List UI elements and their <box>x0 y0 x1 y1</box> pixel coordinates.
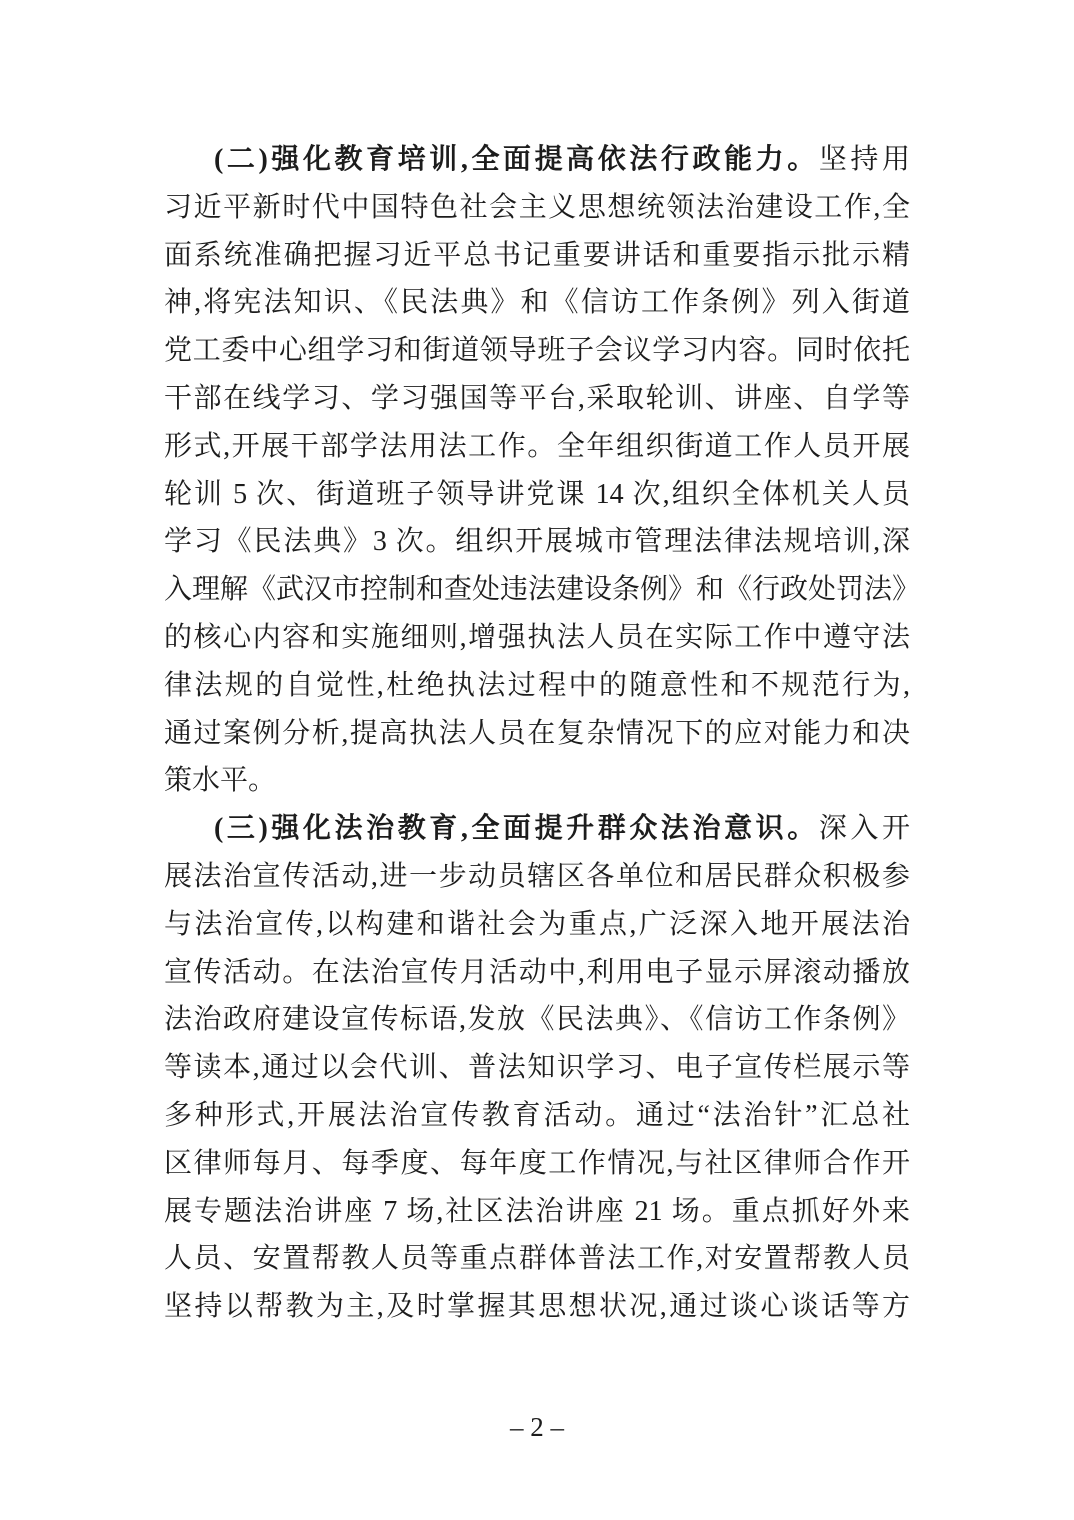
text-run: 深入开 <box>818 813 910 845</box>
text-line: 神,将宪法知识、《民法典》和《信访工作条例》列入街道 <box>164 287 910 319</box>
text-line: 学习《民法典》3 次。组织开展城市管理法律法规培训,深 <box>164 526 910 558</box>
text-line: 律法规的自觉性,杜绝执法过程中的随意性和不规范行为, <box>164 669 910 701</box>
text-line: 宣传活动。在法治宣传月活动中,利用电子显示屏滚动播放 <box>164 956 910 988</box>
text-line: 形式,开展干部学法用法工作。全年组织街道工作人员开展 <box>164 430 910 462</box>
text-line: 法治政府建设宣传标语,发放《民法典》、《信访工作条例》 <box>164 1004 910 1036</box>
text-line <box>164 136 910 184</box>
text-line: 习近平新时代中国特色社会主义思想统领法治建设工作,全 <box>164 191 910 223</box>
text-line: 等读本,通过以会代训、普法知识学习、电子宣传栏展示等 <box>164 1052 910 1084</box>
text-line: 党工委中心组学习和街道领导班子会议学习内容。同时依托 <box>164 335 910 367</box>
text-line: 坚持以帮教为主,及时掌握其思想状况,通过谈心谈话等方 <box>164 1291 910 1323</box>
text-line: 面系统准确把握习近平总书记重要讲话和重要指示批示精 <box>164 239 910 271</box>
section-3-heading: (三)强化法治教育,全面提升群众法治意识。 <box>214 813 819 845</box>
text-line: 的核心内容和实施细则,增强执法人员在实际工作中遵守法 <box>164 621 910 653</box>
page-number: – 2 – <box>510 1412 564 1442</box>
text-line: 人员、安置帮教人员等重点群体普法工作,对安置帮教人员 <box>164 1243 910 1275</box>
text-line: 通过案例分析,提高执法人员在复杂情况下的应对能力和决 <box>164 717 910 749</box>
text-line: 展法治宣传活动,进一步动员辖区各单位和居民群众积极参 <box>164 860 910 892</box>
text-line: 展专题法治讲座 7 场,社区法治讲座 21 场。重点抓好外来 <box>164 1195 910 1227</box>
text-line <box>164 805 910 853</box>
text-line: 与法治宣传,以构建和谐社会为重点,广泛深入地开展法治 <box>164 908 910 940</box>
text-line: 轮训 5 次、街道班子领导讲党课 14 次,组织全体机关人员 <box>164 478 910 510</box>
text-line: 多种形式,开展法治宣传教育活动。通过“法治针”汇总社 <box>164 1099 910 1131</box>
text-line: 策水平。 <box>164 765 277 797</box>
section-2-heading: (二)强化教育培训,全面提高依法行政能力。 <box>214 144 819 175</box>
text-run: 坚持用 <box>818 144 910 175</box>
text-line: 干部在线学习、学习强国等平台,采取轮训、讲座、自学等 <box>164 382 910 414</box>
document-body <box>164 136 921 1331</box>
text-line: 入理解《武汉市控制和查处违法建设条例》和《行政处罚法》 <box>164 574 921 606</box>
text-line: 区律师每月、每季度、每年度工作情况,与社区律师合作开 <box>164 1147 910 1179</box>
